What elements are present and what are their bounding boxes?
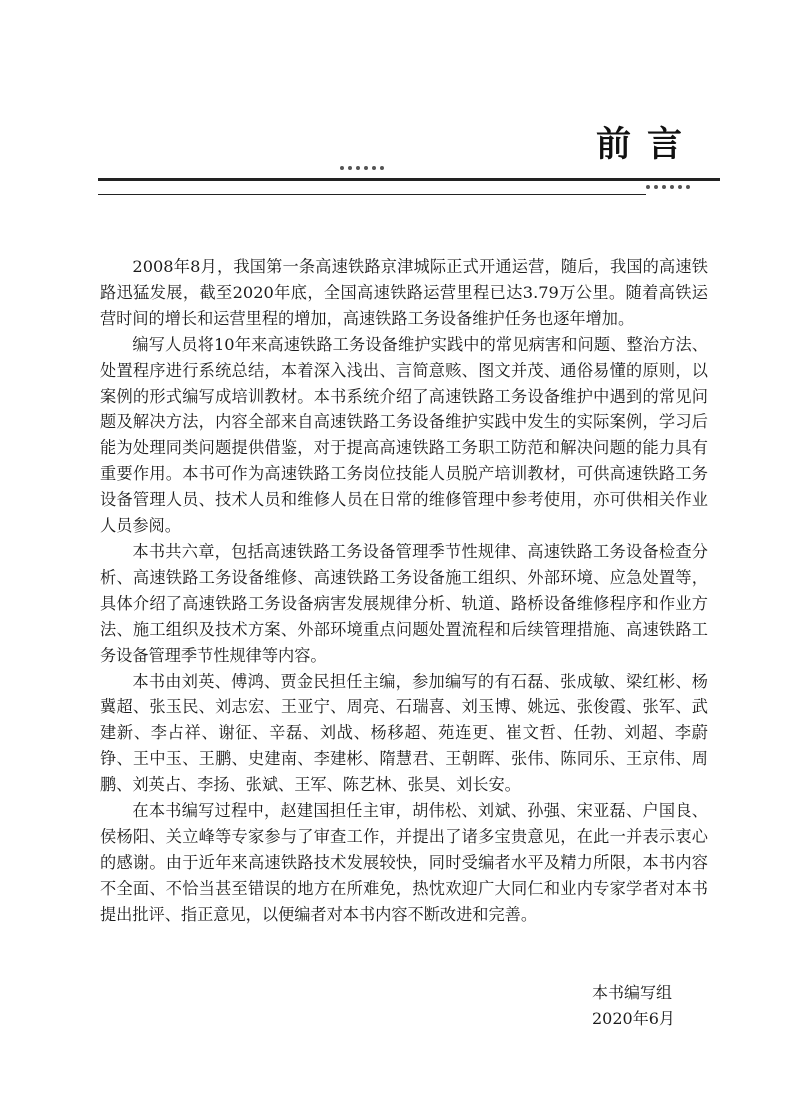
preface-paragraph-4: 本书由刘英、傅鸿、贾金民担任主编，参加编写的有石磊、张成敏、梁红彬、杨冀超、张玉民、刘志宏、王亚宁、周亮、石瑞喜、刘玉博、姚远、张俊霞、张军、武建新、李占祥、谢征、辛磊、刘战、杨移超、苑连更、崔文哲、任勃、刘超、李蔚铮、王中玉、王鹏、史建南、李建彬、隋慧君、王朝晖、张伟、陈同乐、王京伟、周鹏、刘英占、李扬、张斌、王军、陈艺林、张昊、刘长安。 <box>100 671 708 795</box>
dot-icon <box>364 166 368 170</box>
dot-icon <box>678 185 682 189</box>
signature-author: 本书编写组 <box>592 983 673 1002</box>
dot-icon <box>372 166 376 170</box>
dot-icon <box>670 185 674 189</box>
dot-icon <box>662 185 666 189</box>
decorative-dots-left <box>340 166 384 170</box>
preface-paragraph-3: 本书共六章，包括高速铁路工务设备管理季节性规律、高速铁路工务设备检查分析、高速铁路工务设备维修、高速铁路工务设备施工组织、外部环境、应急处置等，具体介绍了高速铁路工务设备病害发展规律分析、轨道、路桥设备维修程序和作业方法、施工组织及技术方案、外部环境重点问题处置流程和后续管理措施、高速铁路工务设备管理季节性规律等内容。 <box>100 541 708 665</box>
header-rule-thin <box>98 194 646 195</box>
preface-paragraph-2: 编写人员将10年来高速铁路工务设备维护实践中的常见病害和问题、整治方法、处置程序进行系统总结，本着深入浅出、言简意赅、图文并茂、通俗易懂的原则，以案例的形式编写成培训教材。本书系统介绍了高速铁路工务设备维护中遇到的常见问题及解决方法，内容全部来自高速铁路工务设备维护实践中发生的实际案例，学习后能为处理同类问题提供借鉴，对于提高高速铁路工务职工防范和解决问题的能力具有重要作用。本书可作为高速铁路工务岗位技能人员脱产培训教材，可供高速铁路工务设备管理人员、技术人员和维修人员在日常的维修管理中参考使用，亦可供相关作业人员参阅。 <box>100 334 708 536</box>
header-rule-thick <box>98 178 720 181</box>
dot-icon <box>348 166 352 170</box>
dot-icon <box>356 166 360 170</box>
dot-icon <box>654 185 658 189</box>
preface-body <box>100 254 708 928</box>
preface-paragraph-1: 2008年8月，我国第一条高速铁路京津城际正式开通运营，随后，我国的高速铁路迅猛发展，截至2020年底，全国高速铁路运营里程已达3.79万公里。随着高铁运营时间的增长和运营里程的增加，高速铁路工务设备维护任务也逐年增加。 <box>100 257 708 328</box>
decorative-dots-right <box>646 185 690 189</box>
page-header <box>0 0 800 210</box>
signature-date: 2020年6月 <box>592 1009 675 1028</box>
dot-icon <box>686 185 690 189</box>
page-title: 前言 <box>596 125 699 165</box>
signature-block <box>592 980 675 1032</box>
preface-paragraph-5: 在本书编写过程中，赵建国担任主审，胡伟松、刘斌、孙强、宋亚磊、户国良、侯杨阳、关立峰等专家参与了审查工作，并提出了诸多宝贵意见，在此一并表示衷心的感谢。由于近年来高速铁路技术发展较快，同时受编者水平及精力所限，本书内容不全面、不恰当甚至错误的地方在所难免，热忱欢迎广大同仁和业内专家学者对本书提出批评、指正意见，以便编者对本书内容不断改进和完善。 <box>100 801 708 924</box>
dot-icon <box>380 166 384 170</box>
dot-icon <box>340 166 344 170</box>
dot-icon <box>646 185 650 189</box>
